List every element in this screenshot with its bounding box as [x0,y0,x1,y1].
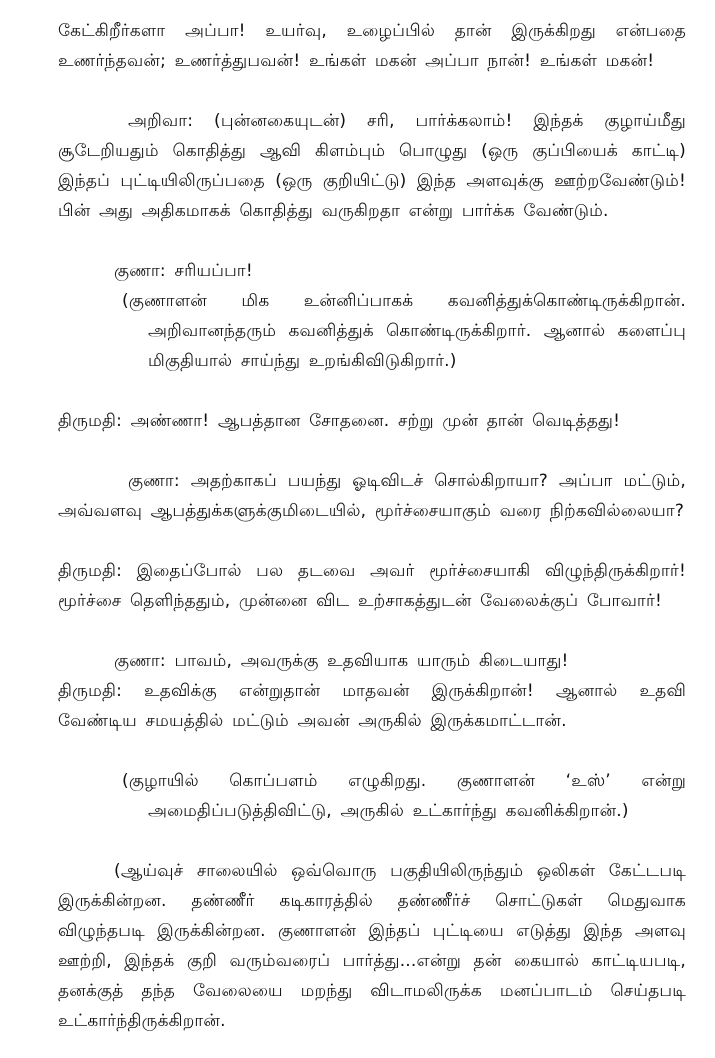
paragraph-guna-pity: குணா: பாவம், அவருக்கு உதவியாக யாரும் கிடையாது! [114,651,569,671]
stage-direction-observing: (குணாளன் மிக உன்னிப்பாகக் கவனித்துக்கொண்டிருக்கிறான். அறிவானந்தரும் கவனித்துக் கொண்டிருக்கிறார். ஆனால் களைப்பு மிகுதியால் சாய்ந்து உறங்கிவிடுகிறார்.) [122,291,687,371]
paragraph-thirumathi-madhavan: திருமதி: உதவிக்கு என்றுதான் மாதவன் இருக்கிறான்! ஆனால் உதவி வேண்டிய சமயத்தில் மட்டும் அவன் அருகில் இருக்கமாட்டான். [58,681,686,731]
paragraph-guna-question: குணா: அதற்காகப் பயந்து ஓடிவிடச் சொல்கிறாயா? அப்பா மட்டும், அவ்வளவு ஆபத்துக்களுக்குமிடையில், மூர்ச்சையாகும் வரை நிற்கவில்லையா? [58,471,686,521]
paragraph-guna-reply: குணா: சரியப்பா! [114,261,253,281]
paragraph-arivanandar-instructions: அறிவா: (புன்னகையுடன்) சரி, பார்க்கலாம்! இந்தக் குழாய்மீது சூடேறியதும் கொதித்து ஆவி கிளம்பும் பொழுது (ஒரு குப்பியைக் காட்டி) இந்தப் புட்டியிலிருப்பதை (ஒரு குறியிட்டு) இந்த அளவுக்கு ஊற்றவேண்டும்! பின் அது அதிகமாகக் கொதித்து வருகிறதா என்று பார்க்க வேண்டும். [58,111,686,221]
stage-direction-bubbling: (குழாயில் கொப்பளம் எழுகிறது. குணாளன் ‘உஸ்’ என்று அமைதிப்படுத்திவிட்டு, அருகில் உட்கார்ந்து கவனிக்கிறான்.) [122,771,686,821]
paragraph-gunalan-speech: கேட்கிறீர்களா அப்பா! உயர்வு, உழைப்பில் தான் இருக்கிறது என்பதை உணர்ந்தவன்; உணர்த்துபவன்! உங்கள் மகன் அப்பா நான்! உங்கள் மகன்! [58,21,686,71]
stage-direction-laboratory: (ஆய்வுச் சாலையில் ஒவ்வொரு பகுதியிலிருந்தும் ஒலிகள் கேட்டபடி இருக்கின்றன. தண்ணீர் கடிகாரத்தில் தண்ணீர்ச் சொட்டுகள் மெதுவாக விழுந்தபடி இருக்கின்றன. குணாளன் இந்தப் புட்டியை எடுத்து இந்த அளவு ஊற்றி, இந்தக் குறி வரும்வரைப் பார்த்து...என்று தன் கையால் காட்டியபடி, தனக்குத் தந்த வேலையை மறந்து விடாமலிருக்க மனப்பாடம் செய்தபடி உட்கார்ந்திருக்கிறான். [58,861,686,1031]
paragraph-thirumathi-warning: திருமதி: அண்ணா! ஆபத்தான சோதனை. சற்று முன் தான் வெடித்தது! [58,411,621,431]
paragraph-thirumathi-fainting: திருமதி: இதைப்போல் பல தடவை அவர் மூர்ச்சையாகி விழுந்திருக்கிறார்! மூர்ச்சை தெளிந்ததும், முன்னை விட உற்சாகத்துடன் வேலைக்குப் போவார்! [58,561,686,611]
